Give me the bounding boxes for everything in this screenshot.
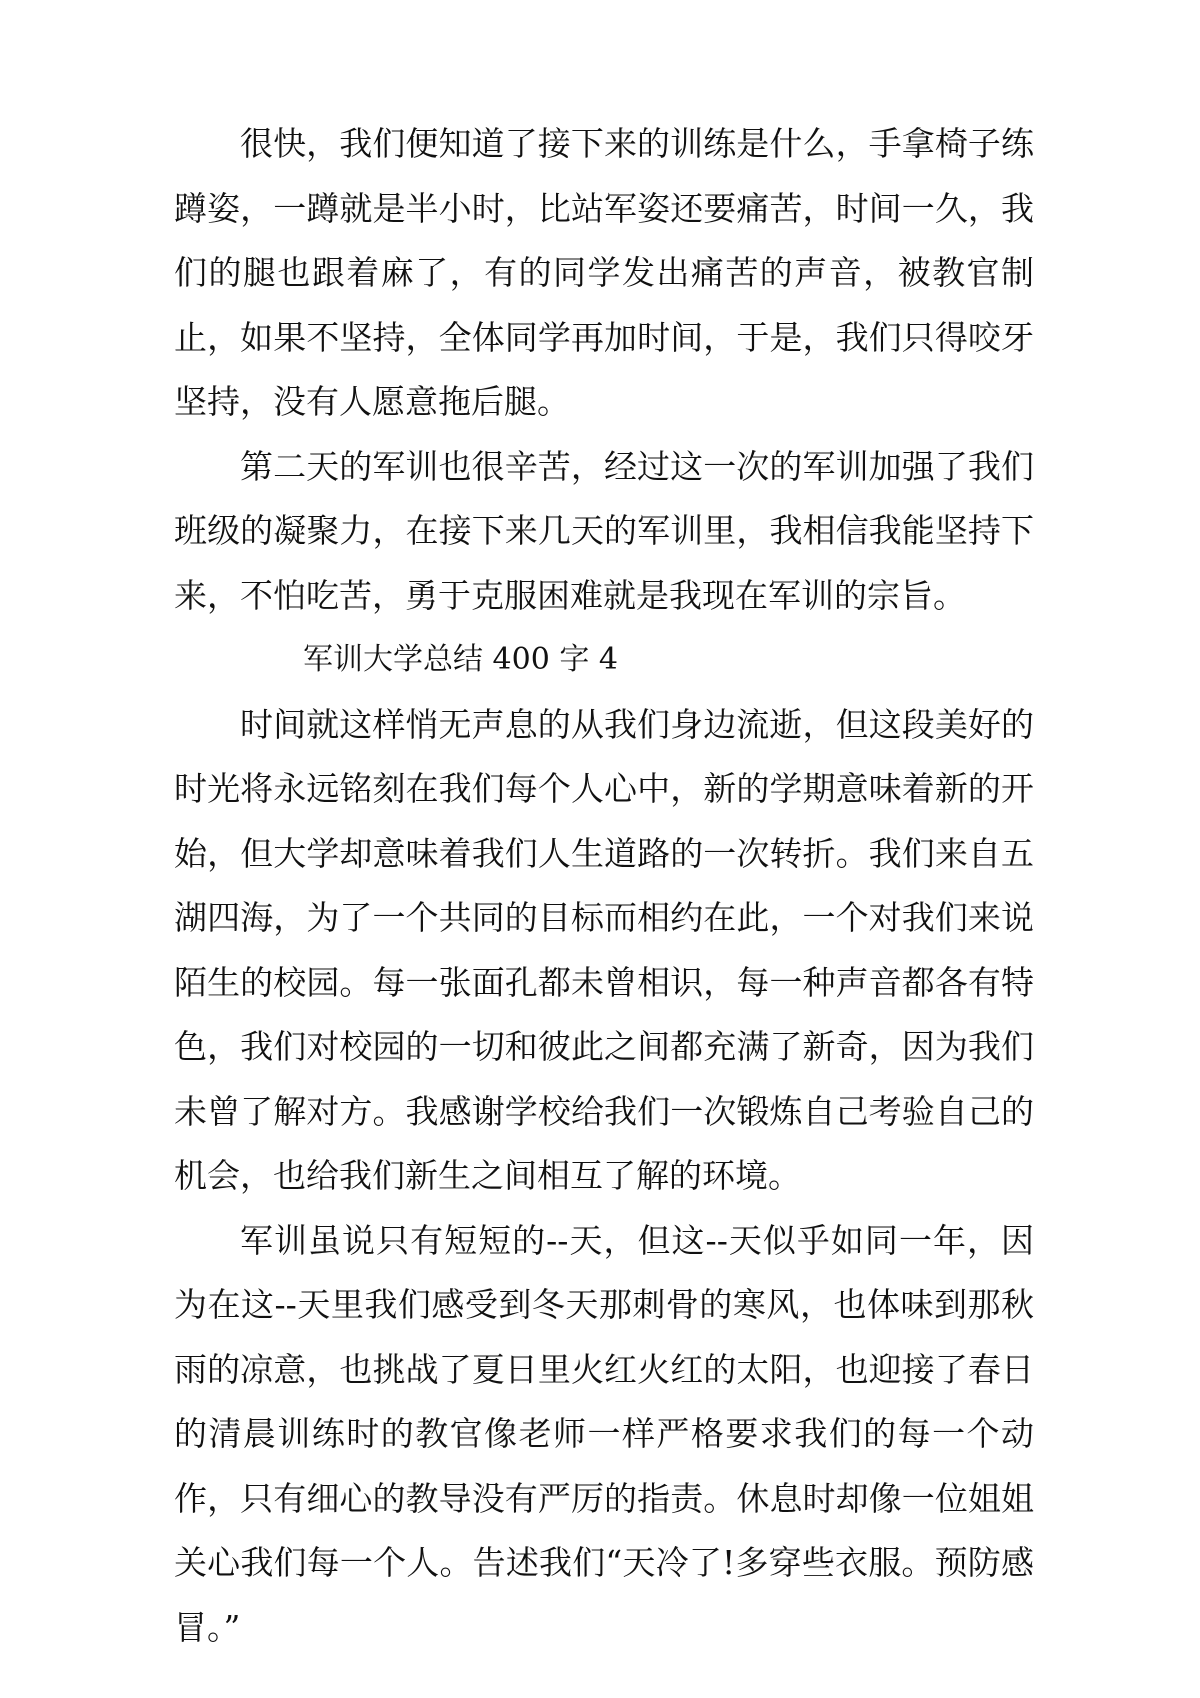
document-body <box>174 112 1034 1660</box>
paragraph: 时间就这样悄无声息的从我们身边流逝，但这段美好的时光将永远铭刻在我们每个人心中，新的学期意味着新的开始，但大学却意味着我们人生道路的一次转折。我们来自五湖四海，为了一个共同的目标而相约在此，一个对我们来说陌生的校园。每一张面孔都未曾相识，每一种声音都各有特色，我们对校园的一切和彼此之间都充满了新奇，因为我们未曾了解对方。我感谢学校给我们一次锻炼自己考验自己的机会，也给我们新生之间相互了解的环境。 <box>174 704 1034 1195</box>
paragraph: 很快，我们便知道了接下来的训练是什么，手拿椅子练蹲姿，一蹲就是半小时，比站军姿还要痛苦，时间一久，我们的腿也跟着麻了，有的同学发出痛苦的声音，被教官制止，如果不坚持，全体同学再加时间，于是，我们只得咬牙坚持，没有人愿意拖后腿。 <box>174 124 1034 421</box>
section-heading: 军训大学总结 400 字 4 <box>303 642 618 677</box>
paragraph: 第二天的军训也很辛苦，经过这一次的军训加强了我们班级的凝聚力，在接下来几天的军训里，我相信我能坚持下来，不怕吃苦，勇于克服困难就是我现在军训的宗旨。 <box>174 446 1034 615</box>
paragraph: 军训虽说只有短短的--天，但这--天似乎如同一年，因为在这--天里我们感受到冬天那刺骨的寒风，也体味到那秋雨的凉意，也挑战了夏日里火红火红的太阳，也迎接了春日的清晨训练时的教官像老师一样严格要求我们的每一个动作，只有细心的教导没有严厉的指责。休息时却像一位姐姐关心我们每一个人。告述我们“天冷了!多穿些衣服。预防感冒。” <box>174 1220 1034 1647</box>
